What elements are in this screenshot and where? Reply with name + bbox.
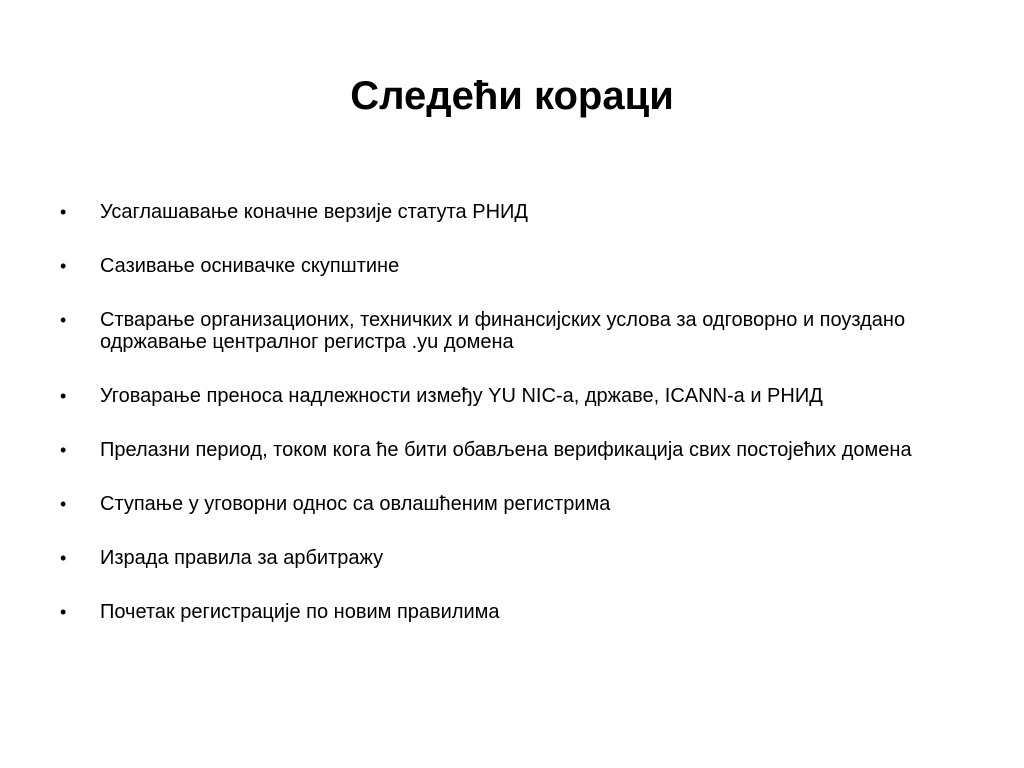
list-item-text: Уговарање преноса надлежности између YU NIC-а, државе, ICANN-а и РНИД (100, 385, 823, 407)
list-item (60, 493, 960, 515)
list-item (60, 601, 960, 623)
list-item (60, 309, 960, 353)
list-item-text: Почетак регистрације по новим правилима (100, 601, 500, 623)
slide-title: Следећи кораци (350, 74, 674, 118)
bullet-list (60, 201, 960, 655)
bullet-icon: • (60, 494, 67, 514)
bullet-icon: • (60, 202, 67, 222)
bullet-icon: • (60, 440, 67, 460)
bullet-icon: • (60, 602, 67, 622)
list-item (60, 255, 960, 277)
list-item-text: Израда правила за арбитражу (100, 547, 384, 569)
list-item-text: Сазивање оснивачке скупштине (100, 255, 400, 277)
list-item (60, 385, 960, 407)
list-item (60, 439, 960, 461)
list-item-text: Ступање у уговорни однос са овлашћеним регистрима (100, 493, 611, 515)
list-item-text: Стварање организационих, техничких и финансијских услова за одговорно и поуздано одржавање централног регистра .yu домена (100, 309, 906, 353)
bullet-icon: • (60, 256, 67, 276)
list-item (60, 547, 960, 569)
list-item-text: Усаглашавање коначне верзије статута РНИД (100, 201, 528, 223)
bullet-icon: • (60, 386, 67, 406)
list-item (60, 201, 960, 223)
list-item-text: Прелазни период, током кога ће бити обављена верификација свих постојећих домена (100, 439, 912, 461)
bullet-icon: • (60, 548, 67, 568)
bullet-icon: • (60, 310, 67, 330)
